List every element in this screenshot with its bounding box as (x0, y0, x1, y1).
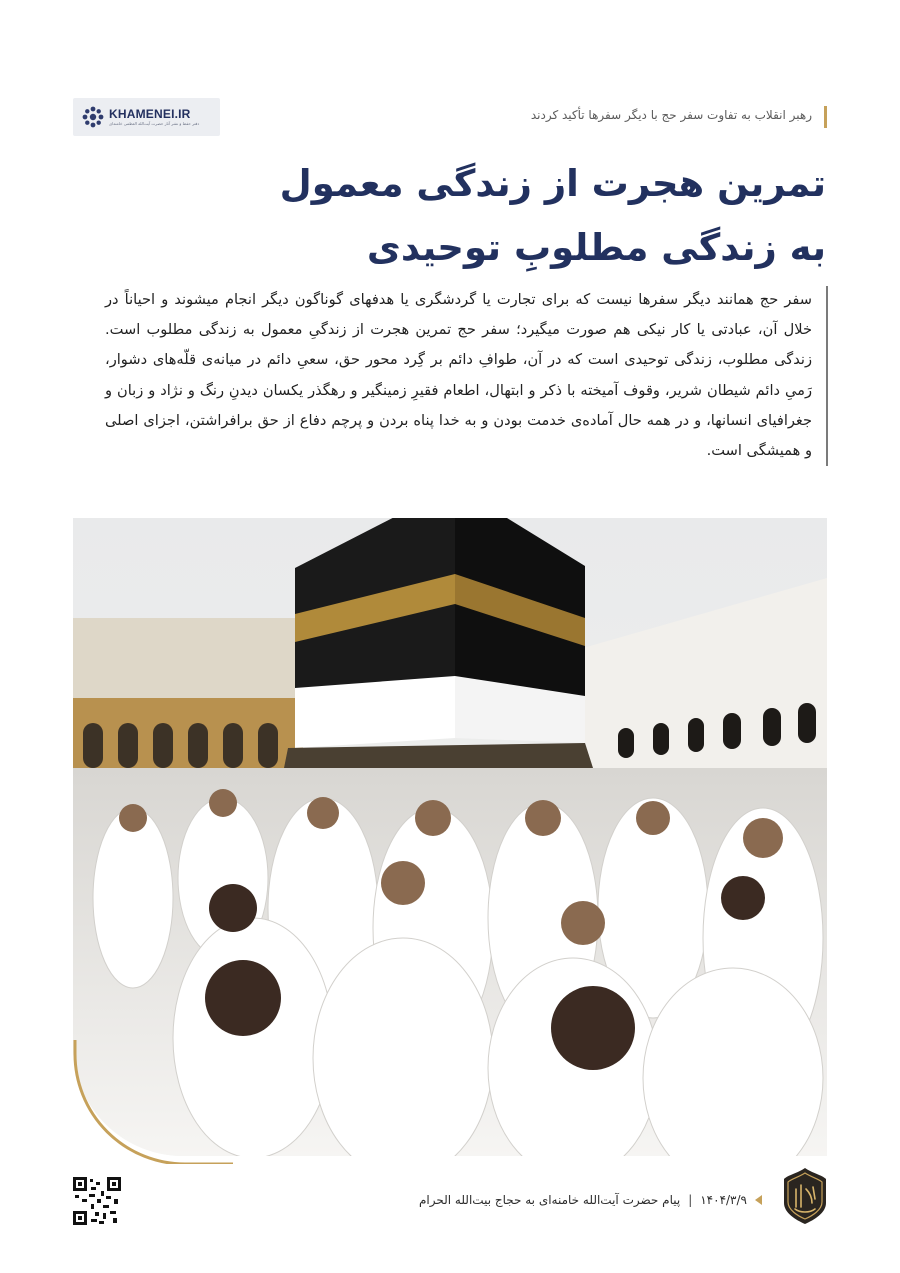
kicker-accent-bar (824, 106, 827, 128)
title-line-1: تمرین هجرت از زندگی معمول (279, 162, 826, 205)
footer-separator: | (688, 1193, 693, 1207)
rosette-icon (81, 105, 105, 129)
kicker-text: رهبر انقلاب به تفاوت سفر حج با دیگر سفرها تأکید کردند (530, 108, 812, 122)
logo-tagline: دفتر حفظ و نشر آثار حضرت آیت‌الله العظمی خامنه‌ای (109, 121, 200, 126)
page-title (266, 152, 826, 280)
site-logo[interactable] (73, 98, 220, 136)
title-line-2: به زندگی مطلوبِ توحیدی (366, 226, 826, 269)
body-accent-bar (826, 286, 828, 466)
body-paragraph: سفر حج همانند دیگر سفرها نیست که برای تجارت یا گردشگری یا هدفهای گوناگون دیگر انجام میشوند و احیاناً در خلال آن، عبادتی یا کار نیکی هم صورت میگیرد؛ سفر حج تمرین هجرت از زندگیِ معمول به زندگی مطلوب است. زندگی مطلوب، زندگی توحیدی است که در آن، طوافِ دائم بر گِرد محور حق، سعیِ دائم در میانه‌ی قلّه‌های دشوار، رَمیِ دائم شیطان شریر، وقوف آمیخته با ذکر و ابتهال، اطعام فقیرِ زمینگیر و رهگذر یکسان دیدنِ رنگ و نژاد و زبان و جغرافیای انسانها، و در همه حال آماده‌ی خدمت بودن و به خدا پناه بردن و پرچم دفاع از حق برافراشتن، اجزای اصلی و همیشگی است. (105, 291, 812, 460)
gold-corner-arc (73, 1040, 233, 1164)
logo-name: KHAMENEI.IR (109, 107, 191, 121)
footer-caption (419, 1193, 762, 1207)
footer-source: پیام حضرت آیت‌الله خامنه‌ای به حجاج بیت‌الله الحرام (418, 1193, 681, 1207)
triangle-icon (755, 1195, 762, 1205)
footer-date: ۱۴۰۴/۳/۹ (700, 1193, 747, 1207)
qr-code-icon[interactable] (73, 1177, 121, 1225)
allahu-akbar-emblem-icon (782, 1167, 828, 1225)
